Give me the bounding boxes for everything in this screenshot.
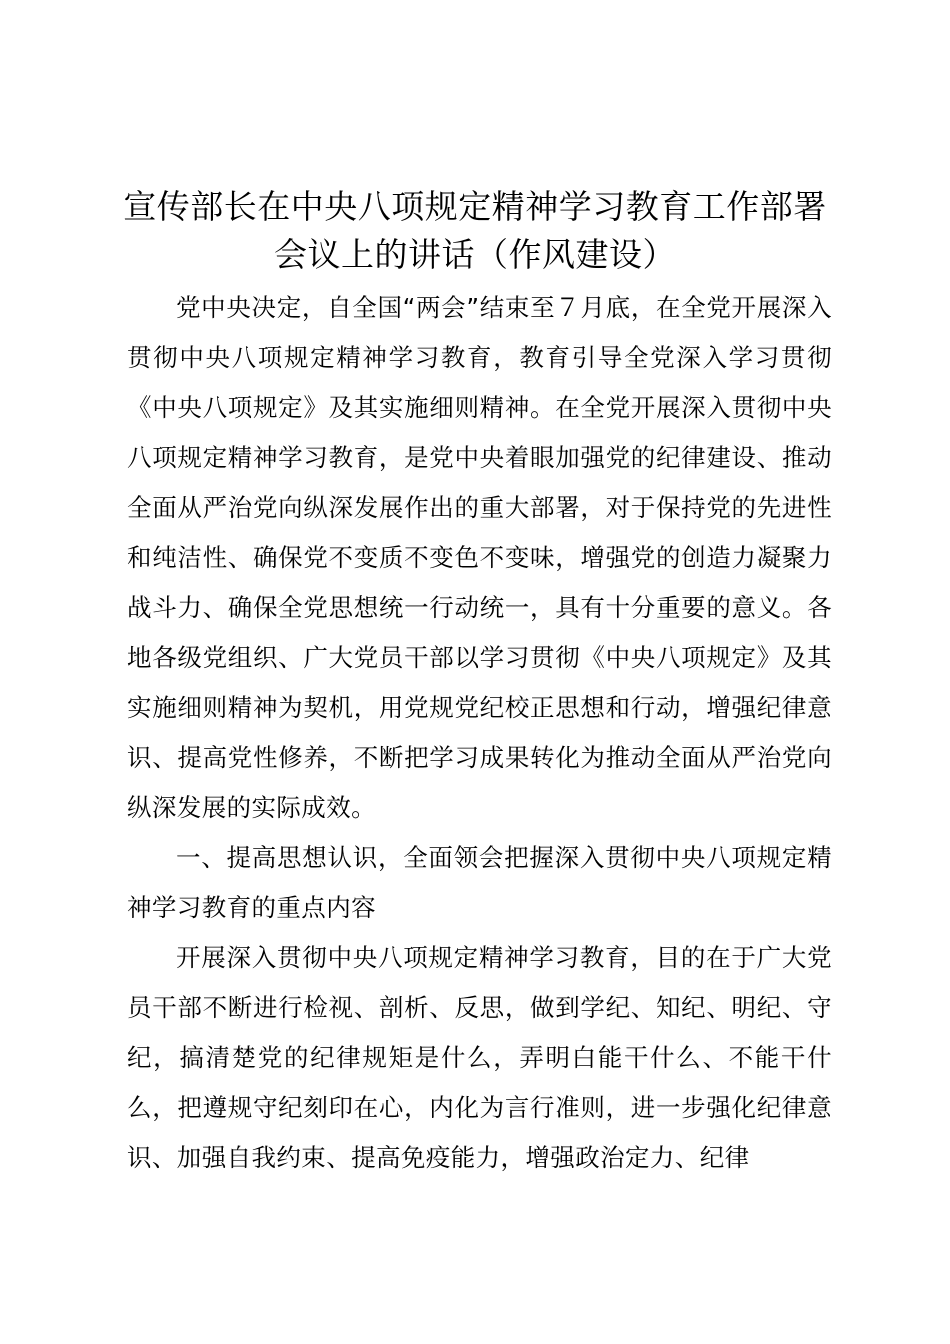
section-heading-1: 一、提高思想认识，全面领会把握深入贯彻中央八项规定精神学习教育的重点内容	[127, 843, 832, 922]
body-paragraph-intro: 党中央决定，自全国“两会”结束至７月底，在全党开展深入贯彻中央八项规定精神学习教育，教育引导全党深入学习贯彻《中央八项规定》及其实施细则精神。在全党开展深入贯彻中央八项规定精神学习教育，是党中央着眼加强党的纪律建设、推动全面从严治党向纵深发展作出的重大部署，对于保持党的先进性和纯洁性、确保党不变质不变色不变味，增强党的创造力凝聚力战斗力、确保全党思想统一行动统一，具有十分重要的意义。各地各级党组织、广大党员干部以学习贯彻《中央八项规定》及其实施细则精神为契机，用党规党纪校正思想和行动，增强纪律意识、提高党性修养，不断把学习成果转化为推动全面从严治党向纵深发展的实际成效。	[127, 293, 832, 822]
document-body	[127, 283, 832, 1183]
body-paragraph-section-1: 开展深入贯彻中央八项规定精神学习教育，目的在于广大党员干部不断进行检视、剖析、反思，做到学纪、知纪、明纪、守纪，搞清楚党的纪律规矩是什么，弄明白能干什么、不能干什么，把遵规守纪刻印在心，内化为言行准则，进一步强化纪律意识、加强自我约束、提高免疫能力，增强政治定力、纪律	[127, 943, 832, 1172]
document-title: 宣传部长在中央八项规定精神学习教育工作部署会议上的讲话（作风建设）	[123, 187, 827, 274]
